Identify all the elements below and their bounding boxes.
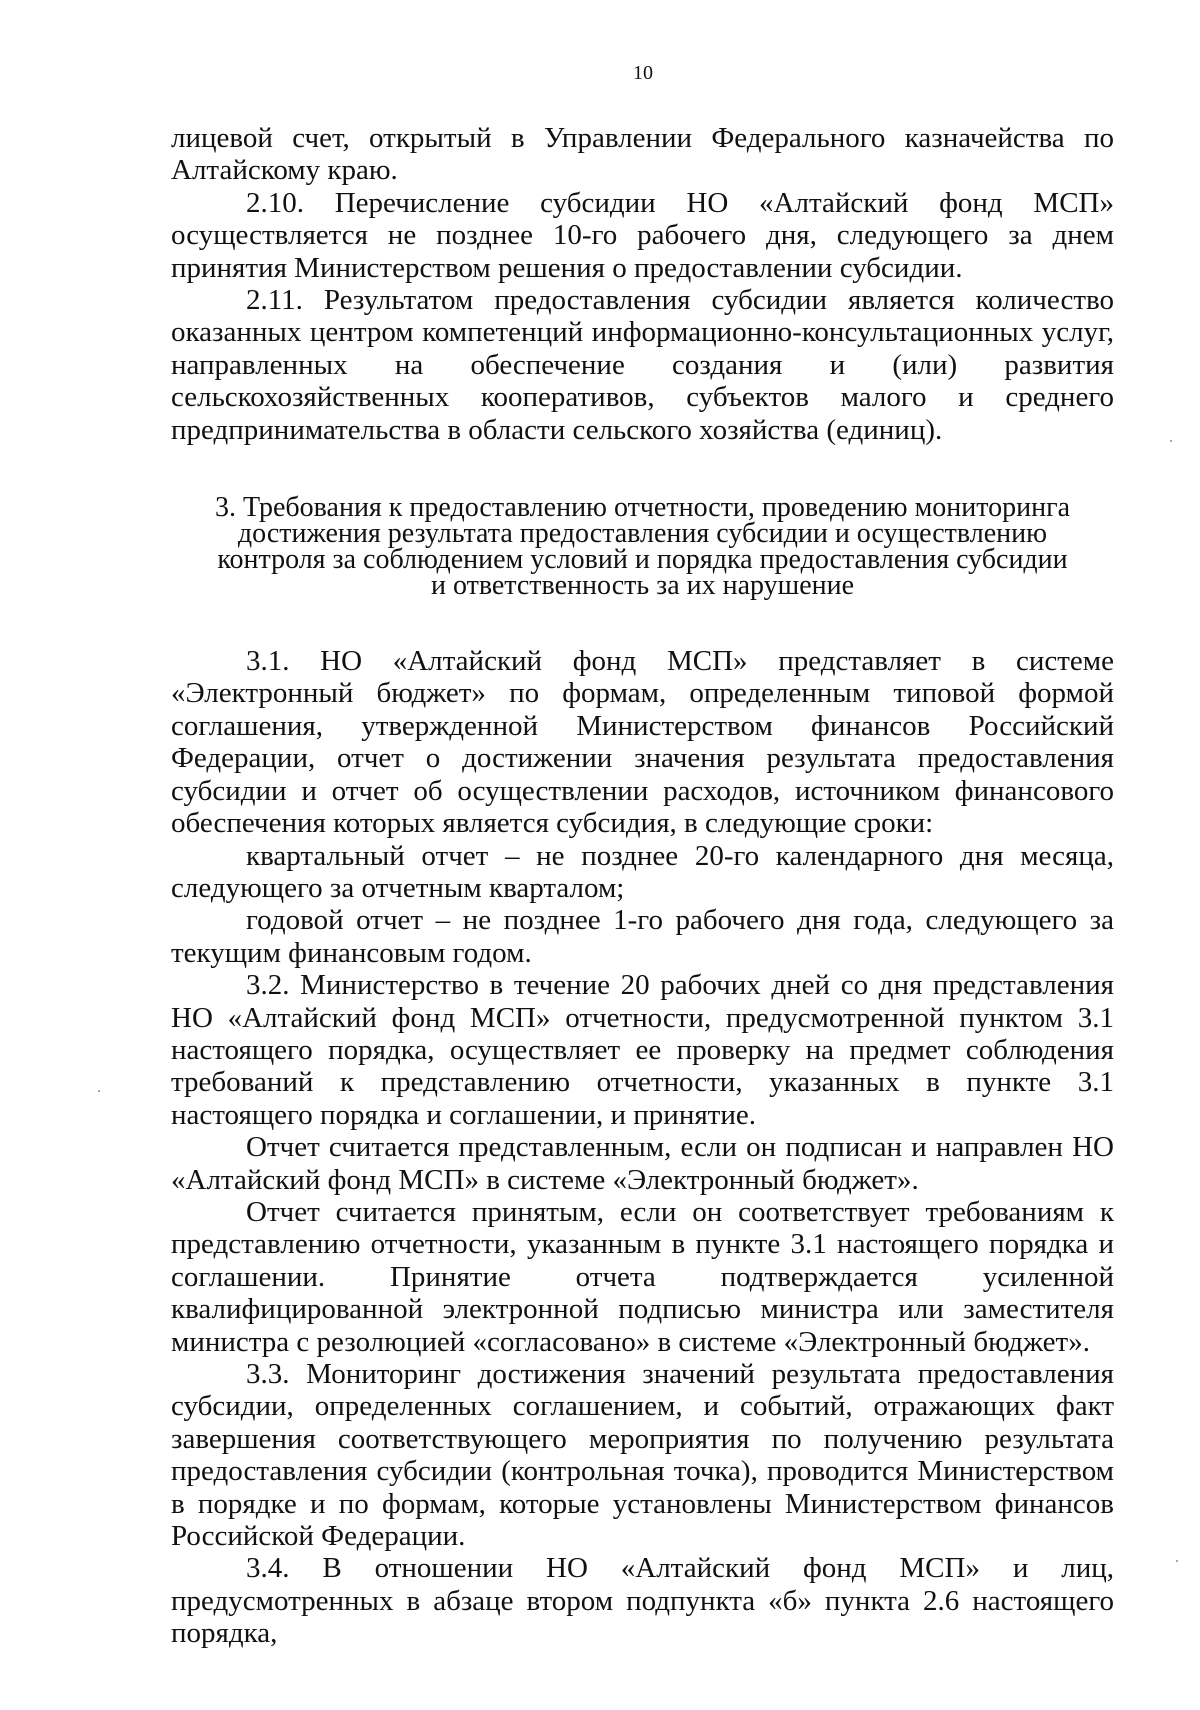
- heading-line: достижения результата предоставления субсидии и осуществлению: [237, 518, 1048, 550]
- section-3-heading: [171, 492, 1114, 602]
- paragraph-3-1: 3.1. НО «Алтайский фонд МСП» представляет в системе «Электронный бюджет» по формам, определенным типовой формой соглашения, утвержденной Министерством финансов Российский Федерации, отчет о достижении значения результата предоставления субсидии и отчет об осуществлении расходов, источником финансового обеспечения которых является субсидия, в следующие сроки:: [171, 645, 1114, 840]
- page-number: 10: [633, 62, 653, 84]
- scan-speck: [1176, 1560, 1178, 1562]
- heading-line: контроля за соблюдением условий и порядка предоставления субсидии: [217, 544, 1068, 576]
- heading-line: и ответственность за их нарушение: [430, 570, 855, 602]
- paragraph-annual-report: годовой отчет – не позднее 1-го рабочего дня года, следующего за текущим финансовым годом.: [171, 904, 1114, 969]
- paragraph-account-continuation: лицевой счет, открытый в Управлении Федерального казначейства по Алтайскому краю.: [171, 122, 1114, 187]
- paragraph-2-10: 2.10. Перечисление субсидии НО «Алтайский фонд МСП» осуществляется не позднее 10-го рабочего дня, следующего за днем принятия Министерством решения о предоставлении субсидии.: [171, 186, 1114, 284]
- scan-speck: [98, 1090, 100, 1092]
- document-body: [171, 122, 1114, 1650]
- paragraph-3-2: 3.2. Министерство в течение 20 рабочих дней со дня представления НО «Алтайский фонд МСП» отчетности, предусмотренной пунктом 3.1 настоящего порядка, осуществляет ее проверку на предмет соблюдения требований к представлению отчетности, указанных в пункте 3.1 настоящего порядка и соглашении, и принятие.: [171, 969, 1114, 1131]
- paragraph-report-accepted: Отчет считается принятым, если он соответствует требованиям к представлению отчетности, указанным в пункте 3.1 настоящего порядка и соглашении. Принятие отчета подтверждается усиленной квалифицированной электронной подписью министра или заместителя министра с резолюцией «согласовано» в системе «Электронный бюджет».: [171, 1195, 1114, 1358]
- heading-line: 3. Требования к предоставлению отчетности, проведению мониторинга: [214, 492, 1071, 524]
- paragraph-quarterly-report: квартальный отчет – не позднее 20-го календарного дня месяца, следующего за отчетным кварталом;: [171, 839, 1114, 904]
- paragraph-3-3: 3.3. Мониторинг достижения значений результата предоставления субсидии, определенных соглашением, и событий, отражающих факт завершения соответствующего мероприятия по получению результата предоставления субсидии (контрольная точка), проводится Министерством в порядке и по формам, которые установлены Министерством финансов Российской Федерации.: [171, 1358, 1114, 1553]
- paragraph-2-11: 2.11. Результатом предоставления субсидии является количество оказанных центром компетенций информационно-консультационных услуг, направленных на обеспечение создания и (или) развития сельскохозяйственных кооперативов, субъектов малого и среднего предпринимательства в области сельского хозяйства (единиц).: [171, 284, 1114, 446]
- paragraph-report-submitted: Отчет считается представленным, если он подписан и направлен НО «Алтайский фонд МСП» в системе «Электронный бюджет».: [171, 1131, 1114, 1196]
- scan-speck: [1170, 440, 1172, 442]
- paragraph-3-4: 3.4. В отношении НО «Алтайский фонд МСП» и лиц, предусмотренных в абзаце втором подпункта «б» пункта 2.6 настоящего порядка,: [171, 1552, 1114, 1650]
